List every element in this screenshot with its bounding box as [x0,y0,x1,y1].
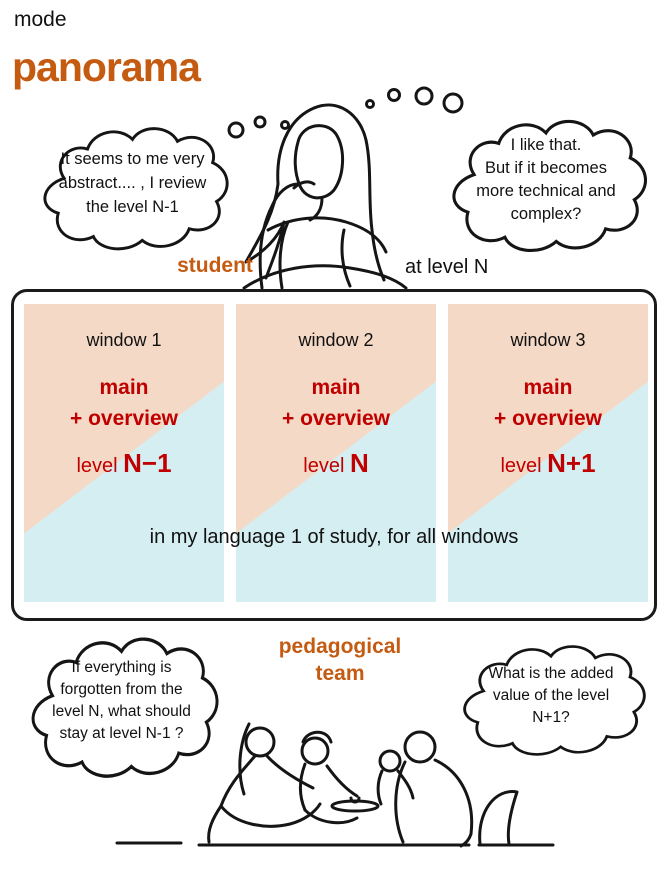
window-2-level: level N [303,448,369,478]
window-2-level-value: N [349,448,369,478]
window-2-main-label: main [311,376,361,399]
page-title: panorama [12,44,200,90]
student-level-note: at level N [405,256,489,278]
window-1-level-value: N−1 [123,448,172,478]
window-1-main-label: main [99,376,149,399]
window-1-card [24,304,224,602]
team-label: pedagogical team [278,635,402,685]
bubble-text: It seems to me very abstract.... , I review the level N-1 [58,150,207,217]
bubble-text: If everything is forgotten from the level N, what should stay at level N-1 ? [52,659,191,743]
window-3-card [448,304,648,602]
student-left-thought-bubble [25,118,240,254]
window-3-overview-label: + overview [494,407,602,430]
window-2-title: window 2 [298,330,374,350]
window-1-level: level N−1 [76,448,172,478]
window-3-title: window 3 [510,330,586,350]
window-3-main-label: main [523,376,573,399]
window-1-title: window 1 [86,330,162,350]
bubble-text: What is the added value of the level N+1? [488,664,614,726]
window-3-level: level N+1 [500,448,596,478]
pedagogical-team-illustration [103,712,565,860]
windows-panel [11,289,657,621]
mode-label: mode [14,8,67,31]
window-2-card [236,304,436,602]
bubble-text: I like that. But if it becomes more technical and complex? [476,136,616,224]
window-2-overview-label: + overview [282,407,390,430]
window-3-level-value: N+1 [547,448,596,478]
window-1-overview-label: + overview [70,407,178,430]
panel-caption: in my language 1 of study, for all windows [149,526,519,548]
student-label: student [177,254,253,277]
